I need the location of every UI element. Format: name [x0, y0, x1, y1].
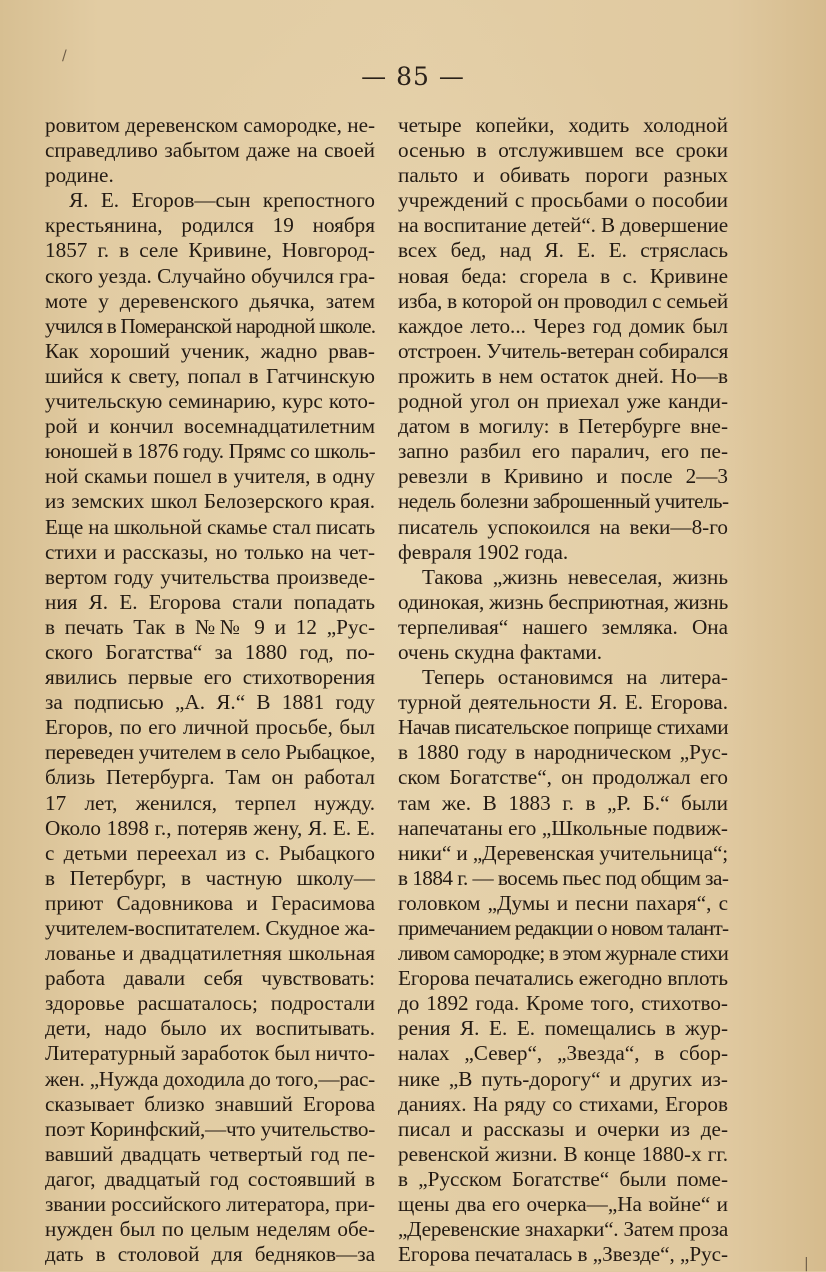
right-column-line: ревезли в Кривино и после 2—3	[398, 464, 728, 489]
left-column-line: Я. Е. Егоров—сын крепостного	[69, 188, 375, 213]
right-column-line: головком „Думы и песни пахаря“, с	[398, 890, 728, 915]
right-column-line: каждое лето... Через год домик был	[398, 313, 728, 338]
paper-blemish: |	[804, 1256, 809, 1272]
right-column-line: прожить в нем остаток дней. Но—в	[398, 363, 728, 388]
left-column-line: Как хороший ученик, жадно рвав-	[45, 338, 375, 363]
left-column-line: дагог, двадцатый год состоявший в	[45, 1166, 375, 1191]
right-text-column	[398, 113, 728, 1267]
left-column-line: учительскую семинарию, курс кото-	[45, 389, 375, 414]
right-column-line: родной угол он приехал уже канди-	[398, 389, 728, 414]
right-column-line: ревенской жизни. В конце 1880-х гг.	[398, 1141, 728, 1166]
right-column-line: рения Я. Е. Е. помещались в жур-	[398, 1016, 728, 1041]
right-column-line: осенью в отслужившем все сроки	[398, 138, 728, 163]
left-column-line: приют Садовникова и Герасимова	[45, 890, 375, 915]
left-column-line: учился в Померанской народной школе.	[45, 313, 376, 338]
left-column-line: в Петербург, в частную школу—	[45, 865, 375, 890]
right-column-line: Егорова печаталась в „Звезде“, „Рус-	[398, 1242, 728, 1267]
right-column-line: четыре копейки, ходить холодной	[398, 113, 728, 137]
right-column-line: очень скудна фактами.	[398, 639, 602, 664]
left-column-line: звании российского литератора, при-	[45, 1192, 375, 1217]
right-column-line: примечанием редакции о новом талант-	[398, 916, 729, 940]
left-column-line: Литературный заработок был ничто-	[45, 1041, 376, 1066]
left-column-line: здоровье расшаталось; подростали	[45, 991, 375, 1016]
right-column-line: турной деятельности Я. Е. Егорова.	[398, 690, 728, 715]
left-column-line: справедливо забытом даже на своей	[45, 138, 375, 163]
left-column-line: крестьянина, родился 19 ноября	[45, 213, 375, 238]
left-column-line: ния Я. Е. Егорова стали попадать	[45, 589, 375, 614]
right-column-line: отстроен. Учитель-ветеран собирался	[398, 338, 729, 363]
left-column-line: из земских школ Белозерского края.	[45, 489, 375, 514]
right-column-line: запно разбил его паралич, его пе-	[398, 439, 728, 464]
right-column-line: ливом самородке; в этом журнале стихи	[398, 941, 728, 966]
right-column-line: напечатаны его „Школьные подвиж-	[398, 815, 728, 840]
left-column-line: ной скамьи пошел в учителя, в одну	[45, 464, 375, 489]
right-column-line: Теперь остановимся на литера-	[422, 665, 728, 690]
right-column-line: одинокая, жизнь бесприютная, жизнь	[398, 589, 728, 614]
right-column-line: „Деревенские знахарки“. Затем проза	[398, 1217, 729, 1242]
right-column-line: недель болезни заброшенный учитель-	[398, 489, 729, 514]
right-column-line: до 1892 года. Кроме того, стихотво-	[398, 991, 728, 1016]
right-column-line: в „Русском Богатстве“ были поме-	[398, 1166, 728, 1191]
right-column-line: Егорова печатались ежегодно вплоть	[398, 966, 728, 991]
left-column-line: 17 лет, женился, терпел нужду.	[45, 790, 375, 815]
right-column-line: февраля 1902 года.	[398, 539, 569, 564]
left-text-column	[45, 113, 375, 1267]
left-column-line: сказывает близко знавший Егорова	[45, 1091, 375, 1116]
left-column-line: жен. „Нужда доходила до того,—рас-	[45, 1066, 375, 1091]
right-column-line: налах „Север“, „Звезда“, в сбор-	[398, 1041, 728, 1066]
left-column-line: моте у деревенского дьячка, затем	[45, 288, 375, 313]
left-column-line: Егоров, по его личной просьбе, был	[45, 715, 375, 740]
right-column-line: ники“ и „Деревенская учительница“;	[398, 840, 728, 865]
right-column-line: писатель успокоился на веки—8-го	[398, 514, 728, 539]
right-column-line: щены два его очерка—„На войне“ и	[398, 1192, 728, 1217]
left-column-line: ровитом деревенском самородке, не-	[45, 113, 375, 137]
right-column-line: всех бед, над Я. Е. Е. стряслась	[398, 238, 728, 263]
left-column-line: вертом году учительства произведе-	[45, 564, 375, 589]
right-column-line: ском Богатстве“, он продолжал его	[398, 765, 728, 790]
left-column-line: в печать Так в №№ 9 и 12 „Рус-	[45, 614, 375, 639]
left-column-line: с детьми переехал из с. Рыбацкого	[45, 840, 375, 865]
left-column-line: юношей в 1876 году. Прямс со школь-	[45, 439, 376, 464]
paper-blemish: /	[62, 48, 67, 64]
right-column-line: писал и рассказы и очерки из де-	[398, 1116, 728, 1141]
left-column-line: рой и кончил восемнадцатилетним	[45, 414, 375, 439]
left-column-line: учителем-воспитателем. Скудное жа-	[45, 916, 375, 940]
left-column-line: близь Петербурга. Там он работал	[45, 765, 375, 790]
right-column-line: Такова „жизнь невеселая, жизнь	[422, 564, 728, 589]
right-column-line: в 1880 году в народническом „Рус-	[398, 740, 728, 765]
left-column-line: явились первые его стихотворения	[45, 665, 375, 690]
left-column-line: работа давали себя чувствовать:	[45, 966, 375, 991]
right-column-line: терпеливая“ нашего земляка. Она	[398, 614, 728, 639]
left-column-line: нужден был по целым неделям обе-	[45, 1217, 375, 1242]
left-column-line: лованье и двадцатилетняя школьная	[45, 941, 375, 966]
left-column-line: ского уезда. Случайно обучился гра-	[45, 263, 375, 288]
left-column-line: 1857 г. в селе Кривине, Новгород-	[45, 238, 375, 263]
left-column-line: Еще на школьной скамье стал писать	[45, 514, 375, 539]
left-column-line: вавший двадцать четвертый год пе-	[45, 1141, 375, 1166]
left-column-line: стихи и рассказы, но только на чет-	[45, 539, 375, 564]
left-column-line: поэт Коринфский,—что учительство-	[45, 1116, 375, 1141]
left-column-line: дети, надо было их воспитывать.	[45, 1016, 375, 1041]
right-column-line: там же. В 1883 г. в „Р. Б.“ были	[398, 790, 728, 815]
left-column-line: переведен учителем в село Рыбацкое,	[45, 740, 375, 765]
left-column-line: Около 1898 г., потеряв жену, Я. Е. Е.	[45, 815, 375, 840]
right-column-line: Начав писательское поприще стихами	[398, 715, 729, 740]
left-column-line: дать в столовой для бедняков—за	[45, 1242, 375, 1267]
right-column-line: датом в могилу: в Петербурге вне-	[398, 414, 728, 439]
right-column-line: в 1884 г. — восемь пьес под общим за-	[398, 865, 729, 890]
left-column-line: родине.	[45, 163, 114, 188]
left-column-line: шийся к свету, попал в Гатчинскую	[45, 363, 375, 388]
right-column-line: пальто и обивать пороги разных	[398, 163, 728, 188]
right-column-line: изба, в которой он проводил с семьей	[398, 288, 728, 313]
page-number: — 85 —	[361, 62, 465, 91]
right-column-line: даниях. На ряду со стихами, Егоров	[398, 1091, 728, 1116]
left-column-line: ского Богатства“ за 1880 год, по-	[45, 639, 375, 664]
right-column-line: новая беда: сгорела в с. Кривине	[398, 263, 728, 288]
right-column-line: учреждений с просьбами о пособии	[398, 188, 728, 213]
left-column-line: за подписью „А. Я.“ В 1881 году	[45, 690, 375, 715]
right-column-line: нике „В путь-дорогу“ и других из-	[398, 1066, 728, 1091]
right-column-line: на воспитание детей“. В довершение	[398, 213, 729, 238]
